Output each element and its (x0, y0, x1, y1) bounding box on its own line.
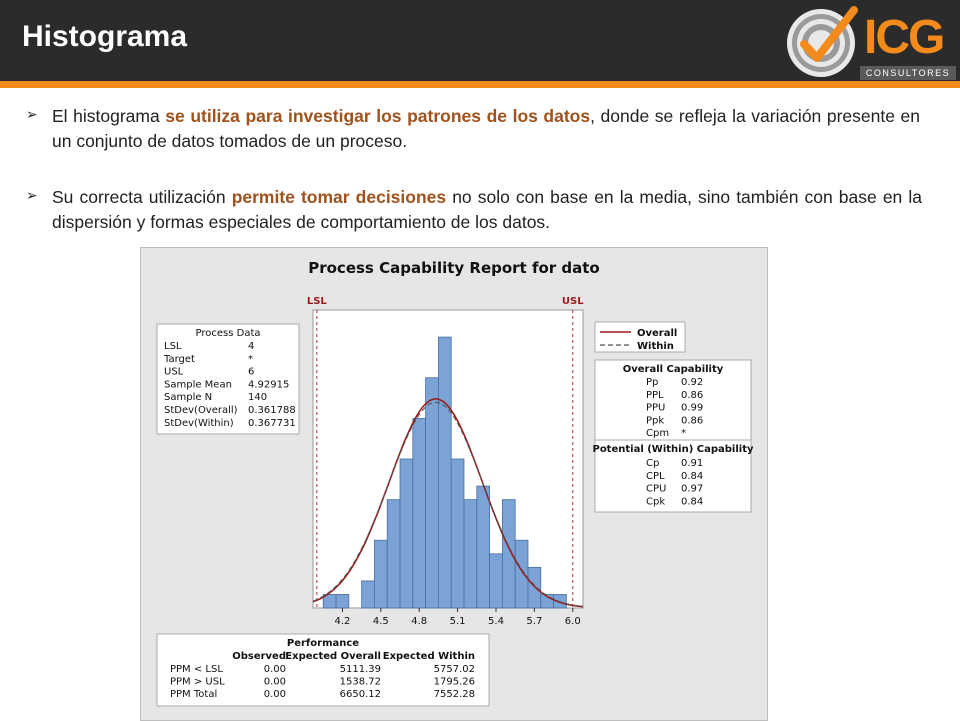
x-tick-label: 5.4 (488, 616, 504, 627)
logo-target-check-icon (784, 6, 858, 80)
performance-row-label: PPM < LSL (170, 664, 223, 675)
within-capability-label: Cp (646, 458, 660, 469)
process-data-value: 4.92915 (248, 379, 290, 391)
performance-header: Expected Overall (285, 651, 381, 662)
bullet-arrow-icon: ➢ (26, 187, 38, 203)
process-data-value: 4 (248, 341, 255, 352)
chart-title: Process Capability Report for dato (308, 259, 600, 277)
within-capability-label: CPL (646, 470, 665, 482)
histogram-bar (362, 581, 375, 608)
x-tick-label: 5.7 (526, 616, 543, 627)
within-capability-value: 0.97 (681, 483, 704, 495)
logo-subtitle: CONSULTORES (860, 66, 956, 80)
performance-value: 6650.12 (339, 689, 381, 700)
performance-value: 5111.39 (339, 664, 381, 675)
company-logo (784, 6, 956, 80)
capability-report (140, 247, 768, 721)
spec-label-lsl: LSL (306, 296, 327, 307)
x-tick-label: 6.0 (564, 616, 581, 627)
spec-label-usl: USL (561, 296, 584, 307)
process-data-label: LSL (164, 341, 182, 352)
capability-chart (141, 248, 767, 720)
x-tick-label: 5.1 (449, 616, 466, 627)
overall-capability-label: Ppk (646, 415, 665, 427)
x-tick-label: 4.5 (372, 616, 389, 627)
histogram-bar (438, 337, 451, 608)
histogram-bar (528, 567, 541, 608)
overall-capability-title: Overall Capability (622, 364, 724, 375)
within-capability-value: 0.91 (681, 458, 704, 469)
histogram-bar (413, 418, 426, 608)
performance-value: 0.00 (263, 689, 286, 700)
within-capability-value: 0.84 (681, 496, 704, 508)
within-capability-label: CPU (646, 483, 667, 495)
bullet-1: El histograma se utiliza para investigar los patrones de los datos, donde se refleja la variación presente en un conjunto de datos tomados de un proceso. (52, 106, 920, 151)
within-capability-value: 0.84 (681, 470, 704, 482)
histogram-bar (502, 500, 515, 608)
process-data-label: StDev(Within) (164, 417, 234, 429)
histogram-bar (374, 540, 387, 608)
performance-value: 5757.02 (433, 664, 475, 675)
overall-capability-label: PPL (646, 389, 664, 401)
histogram-bar (400, 459, 413, 608)
performance-value: 1538.72 (339, 676, 381, 688)
histogram-bar (490, 554, 503, 608)
process-data-value: 0.361788 (248, 405, 296, 416)
process-data-label: Sample N (164, 392, 213, 404)
histogram-bar (477, 486, 490, 608)
x-tick-label: 4.2 (334, 616, 351, 627)
overall-capability-value: 0.99 (681, 402, 704, 414)
overall-capability-value: * (681, 428, 686, 440)
performance-title: Performance (286, 638, 360, 649)
performance-value: 7552.28 (433, 689, 475, 700)
within-capability-title: Potential (Within) Capability (592, 444, 754, 455)
legend-label-overall: Overall (637, 328, 678, 339)
performance-row-label: PPM Total (170, 689, 218, 700)
performance-header: Expected Within (382, 651, 475, 662)
process-data-value: * (248, 353, 253, 365)
performance-row-label: PPM > USL (170, 676, 225, 688)
header-accent-bar (0, 81, 960, 88)
process-data-value: 140 (248, 392, 268, 404)
histogram-bar (451, 459, 464, 608)
process-data-value: 6 (248, 366, 255, 378)
bullet-arrow-icon: ➢ (26, 106, 38, 122)
performance-value: 0.00 (263, 676, 286, 688)
process-data-label: Sample Mean (164, 379, 232, 391)
overall-capability-value: 0.92 (681, 377, 704, 388)
legend-label-within: Within (637, 341, 674, 352)
overall-capability-value: 0.86 (681, 415, 704, 427)
performance-value: 1795.26 (433, 676, 475, 688)
x-tick-label: 4.8 (411, 616, 428, 627)
overall-capability-label: Cpm (646, 428, 670, 440)
histogram-bar (515, 540, 528, 608)
histogram-bar (426, 378, 439, 608)
histogram-bar (387, 500, 400, 608)
performance-header: Observed (232, 651, 286, 662)
process-data-title: Process Data (195, 328, 261, 339)
overall-capability-value: 0.86 (681, 389, 704, 401)
slide-title: Histograma (22, 20, 188, 53)
process-data-value: 0.367731 (248, 417, 296, 429)
bullet-2: Su correcta utilización permite tomar decisiones no solo con base en la media, sino también con base en la dispersión y formas especiales de comportamiento de los datos. (52, 187, 922, 232)
logo-wordmark: ICG (864, 11, 944, 64)
histogram-bar (336, 594, 349, 608)
performance-value: 0.00 (263, 664, 286, 675)
process-data-label: Target (164, 353, 195, 365)
overall-capability-label: PPU (646, 402, 666, 414)
overall-capability-label: Pp (646, 377, 659, 388)
process-data-label: StDev(Overall) (164, 405, 238, 416)
within-capability-label: Cpk (646, 496, 666, 508)
histogram-bar (464, 500, 477, 608)
process-data-label: USL (164, 366, 184, 378)
